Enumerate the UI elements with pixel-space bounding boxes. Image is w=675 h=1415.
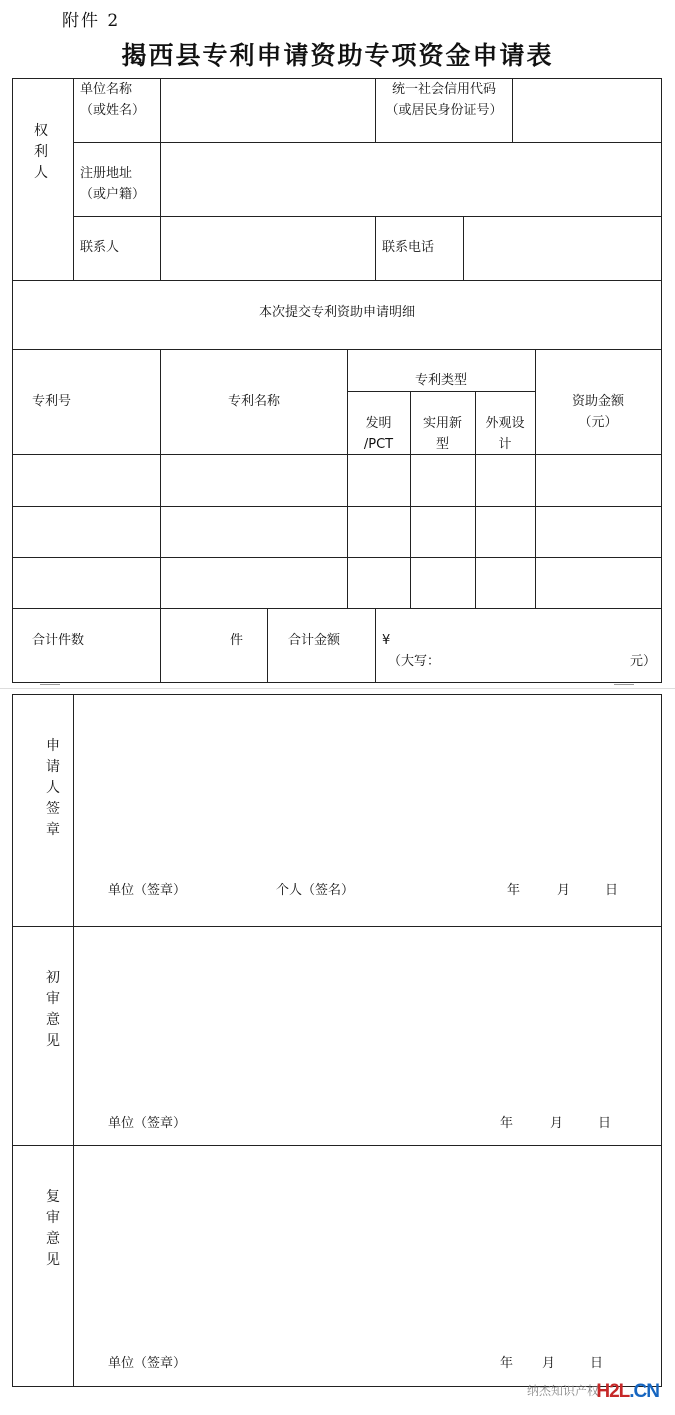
first-review-day: 日 — [598, 1116, 612, 1131]
watermark-logo-suffix: .CN — [629, 1381, 659, 1402]
month-label: 月 — [557, 883, 571, 898]
yuan-suffix: 元） — [630, 654, 657, 669]
second-review-seal-label: 单位（签章） — [108, 1356, 187, 1371]
first-review-month: 月 — [550, 1116, 564, 1131]
type-design-header: 外观设 计 — [485, 416, 525, 452]
first-review-label: 初审意见 — [46, 970, 60, 1049]
first-review-area[interactable] — [74, 927, 660, 1144]
attachment-number: 附件 2 — [62, 11, 121, 31]
watermark-logo-main: H2L — [596, 1381, 630, 1402]
patent-type-header: 专利类型 — [414, 373, 467, 388]
phone-field[interactable] — [464, 217, 660, 279]
unit-name-label: 单位名称 （或姓名） — [80, 82, 146, 118]
applicant-section-label: 权利人 — [34, 123, 48, 181]
second-review-area[interactable] — [74, 1146, 660, 1385]
year-label: 年 — [507, 883, 521, 898]
second-review-month: 月 — [542, 1356, 556, 1371]
phone-label: 联系电话 — [382, 240, 435, 255]
total-count-unit: 件 — [230, 633, 244, 648]
unit-name-field[interactable] — [161, 79, 374, 141]
first-review-seal-label: 单位（签章） — [108, 1116, 187, 1131]
second-review-year: 年 — [500, 1356, 514, 1371]
uppercase-amount-label: （大写： — [388, 654, 441, 669]
patent-name-header: 专利名称 — [227, 394, 280, 409]
watermark-text: 纳杰知识产权 — [526, 1384, 599, 1398]
amount-header: 资助金额 （元） — [571, 394, 624, 430]
address-field[interactable] — [161, 143, 660, 215]
second-review-label: 复审意见 — [46, 1189, 60, 1268]
credit-code-label: 统一社会信用代码 （或居民身份证号） — [385, 82, 503, 118]
total-count-label: 合计件数 — [32, 633, 85, 648]
total-amount-label: 合计金额 — [288, 633, 341, 648]
contact-label: 联系人 — [80, 240, 120, 255]
applicant-signature-label: 申请人签章 — [46, 738, 60, 838]
credit-code-field[interactable] — [513, 79, 660, 141]
table-row[interactable] — [13, 455, 661, 505]
second-review-day: 日 — [590, 1356, 604, 1371]
table-row[interactable] — [13, 558, 661, 607]
table-row[interactable] — [13, 507, 661, 556]
type-utility-header: 实用新 型 — [422, 416, 462, 452]
patent-number-header: 专利号 — [32, 394, 72, 409]
first-review-year: 年 — [500, 1116, 514, 1131]
page-title: 揭西县专利申请资助专项资金申请表 — [121, 41, 554, 70]
type-invention-header: 发明 /PCT — [363, 416, 394, 452]
currency-symbol: ¥ — [382, 633, 391, 648]
watermark-logo — [596, 1381, 659, 1403]
address-label: 注册地址 （或户籍） — [80, 166, 146, 202]
contact-field[interactable] — [161, 217, 374, 279]
day-label: 日 — [605, 883, 619, 898]
unit-seal-label: 单位（签章） — [108, 883, 187, 898]
person-sign-label: 个人（签名） — [276, 883, 355, 898]
detail-heading: 本次提交专利资助申请明细 — [258, 305, 415, 320]
